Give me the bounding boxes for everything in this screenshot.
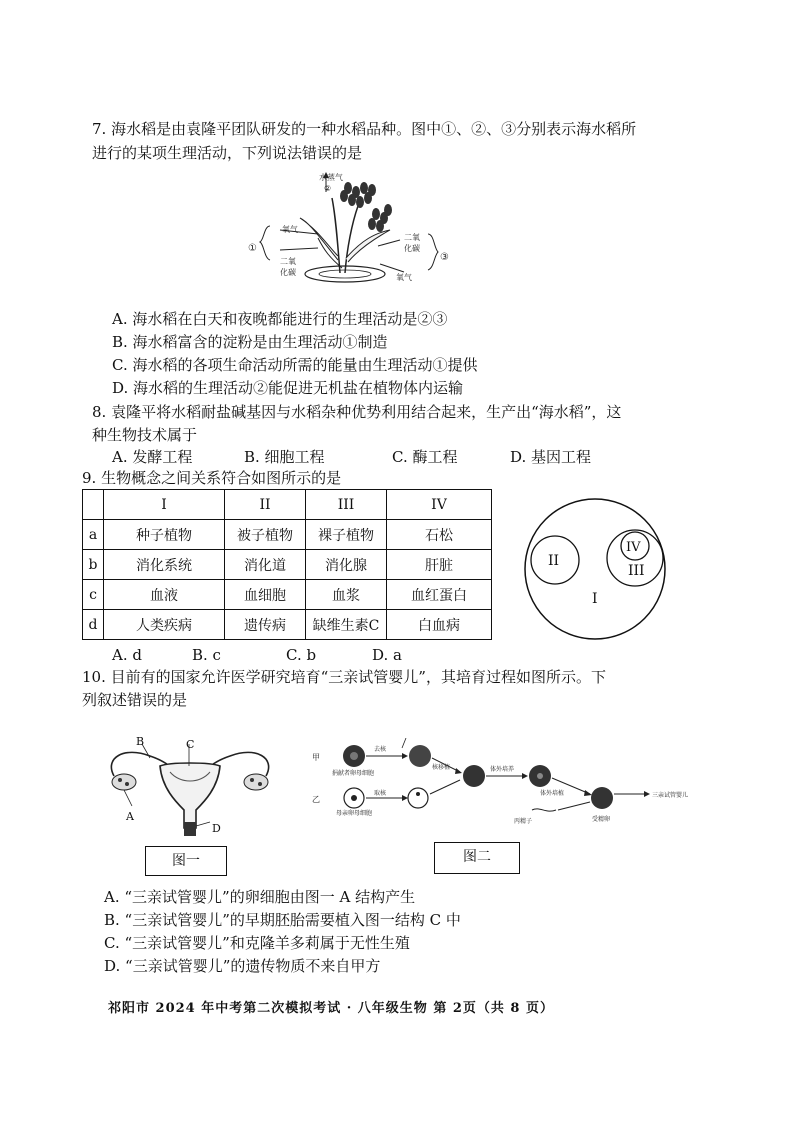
venn-label-i: I xyxy=(592,591,598,607)
fig1-label-c: C xyxy=(186,738,195,751)
fig2-label-fertilized: 受精卵 xyxy=(592,816,611,823)
venn-label-ii: II xyxy=(548,553,560,569)
q8-option-b: B. 细胞工程 xyxy=(244,448,325,466)
q9-stem: 9. 生物概念之间关系符合如图所示的是 xyxy=(82,469,342,487)
label-q3: ③ xyxy=(440,252,449,263)
q8-option-c: C. 酶工程 xyxy=(392,448,458,466)
label-oxygen-left: 氧气 xyxy=(282,225,298,234)
q7-stem-line-1: 7. 海水稻是由袁隆平团队研发的一种水稻品种。图中①、②、③分别表示海水稻所 xyxy=(92,120,637,138)
fig2-label-mother-egg: 母亲卵母细胞 xyxy=(336,810,373,817)
header-cell: II xyxy=(225,490,306,520)
table-cell: a xyxy=(83,520,104,550)
table-cell: 血液 xyxy=(104,580,225,610)
table-header-row xyxy=(83,490,492,520)
header-cell: III xyxy=(306,490,387,520)
q8-stem-line-2: 种生物技术属于 xyxy=(92,426,198,444)
table-cell: 血细胞 xyxy=(225,580,306,610)
fig1-label-b: B xyxy=(136,735,145,748)
table-cell: 石松 xyxy=(387,520,492,550)
table-cell: 被子植物 xyxy=(225,520,306,550)
table-cell: 人类疾病 xyxy=(104,610,225,640)
table-row xyxy=(83,580,492,610)
q10-stem-line-2: 列叙述错误的是 xyxy=(82,691,188,709)
fig2-caption: 图二 xyxy=(434,842,520,874)
q10-stem-line-1: 10. 目前有的国家允许医学研究培育“三亲试管婴儿”，其培育过程如图所示。下 xyxy=(82,668,606,686)
header-cell xyxy=(83,490,104,520)
q7-stem-line-2: 进行的某项生理活动，下列说法错误的是 xyxy=(92,144,363,162)
header-cell: I xyxy=(104,490,225,520)
fig2-label-sperm: 丙精子 xyxy=(514,818,533,825)
q8-stem-line-1: 8. 袁隆平将水稻耐盐碱基因与水稻杂种优势利用结合起来，生产出“海水稻”，这 xyxy=(92,403,622,421)
q10-option-d: D. “三亲试管婴儿”的遗传物质不来自甲方 xyxy=(104,957,381,975)
fig2-label-culture: 体外培养 xyxy=(490,766,515,773)
label-q2: ② xyxy=(324,184,332,193)
header-cell: IV xyxy=(387,490,492,520)
label-co2-left: 二氧化碳 xyxy=(280,257,296,277)
table-cell: 种子植物 xyxy=(104,520,225,550)
table-cell: 裸子植物 xyxy=(306,520,387,550)
label-co2-right: 二氧化碳 xyxy=(404,233,420,253)
table-cell: 血红蛋白 xyxy=(387,580,492,610)
page-footer: 祁阳市 2024 年中考第二次模拟考试 · 八年级生物 第 2页（共 8 页） xyxy=(108,1001,555,1016)
table-cell: 消化腺 xyxy=(306,550,387,580)
q9-table xyxy=(82,489,492,640)
q9-option-a: A. d xyxy=(112,646,142,664)
fig2-label-transfer: 核移植 xyxy=(432,764,451,771)
q7-rice-figure xyxy=(240,168,470,293)
table-cell: 缺维生素C xyxy=(306,610,387,640)
table-row xyxy=(83,550,492,580)
venn-label-iv: IV xyxy=(626,540,641,555)
fig2-label-nucleus: 取核 xyxy=(374,790,387,797)
table-row xyxy=(83,520,492,550)
table-cell: 肝脏 xyxy=(387,550,492,580)
q8-option-d: D. 基因工程 xyxy=(510,448,592,466)
fig2-label-donor-egg: 捐献者卵母细胞 xyxy=(332,770,375,777)
fig2-label-baby: 三亲试管婴儿 xyxy=(652,792,689,799)
q9-venn-diagram xyxy=(510,494,680,644)
q8-option-a: A. 发酵工程 xyxy=(112,448,193,466)
fig1-label-a: A xyxy=(126,810,134,823)
q9-option-b: B. c xyxy=(192,646,221,664)
q7-option-a: A. 海水稻在白天和夜晚都能进行的生理活动是②③ xyxy=(112,310,448,328)
fig2-label-culture2: 体外培植 xyxy=(540,790,565,797)
q7-option-c: C. 海水稻的各项生命活动所需的能量由生理活动①提供 xyxy=(112,356,478,374)
table-cell: d xyxy=(83,610,104,640)
table-cell: 消化系统 xyxy=(104,550,225,580)
fig1-label-d: D xyxy=(212,822,221,835)
venn-label-iii: III xyxy=(628,563,645,579)
fig1-caption: 图一 xyxy=(145,846,227,876)
table-cell: 消化道 xyxy=(225,550,306,580)
table-cell: 遗传病 xyxy=(225,610,306,640)
table-cell: b xyxy=(83,550,104,580)
table-cell: 血浆 xyxy=(306,580,387,610)
q10-option-c: C. “三亲试管婴儿”和克隆羊多莉属于无性生殖 xyxy=(104,934,410,952)
table-row xyxy=(83,610,492,640)
fig2-label-yi: 乙 xyxy=(312,795,320,804)
q10-option-b: B. “三亲试管婴儿”的早期胚胎需要植入图一结构 C 中 xyxy=(104,911,461,929)
q10-option-a: A. “三亲试管婴儿”的卵细胞由图一 A 结构产生 xyxy=(104,888,416,906)
q9-option-d: D. a xyxy=(372,646,402,664)
q7-option-b: B. 海水稻富含的淀粉是由生理活动①制造 xyxy=(112,333,388,351)
fig2-label-remove: 去核 xyxy=(374,746,387,753)
table-cell: c xyxy=(83,580,104,610)
q7-option-d: D. 海水稻的生理活动②能促进无机盐在植物体内运输 xyxy=(112,379,464,397)
label-q1: ① xyxy=(248,243,257,254)
q9-option-c: C. b xyxy=(286,646,317,664)
label-oxygen-right: 氧气 xyxy=(396,273,412,282)
fig2-label-jia: 甲 xyxy=(312,753,320,762)
table-cell: 白血病 xyxy=(387,610,492,640)
label-water-vapor: 水蒸气 xyxy=(319,173,343,182)
